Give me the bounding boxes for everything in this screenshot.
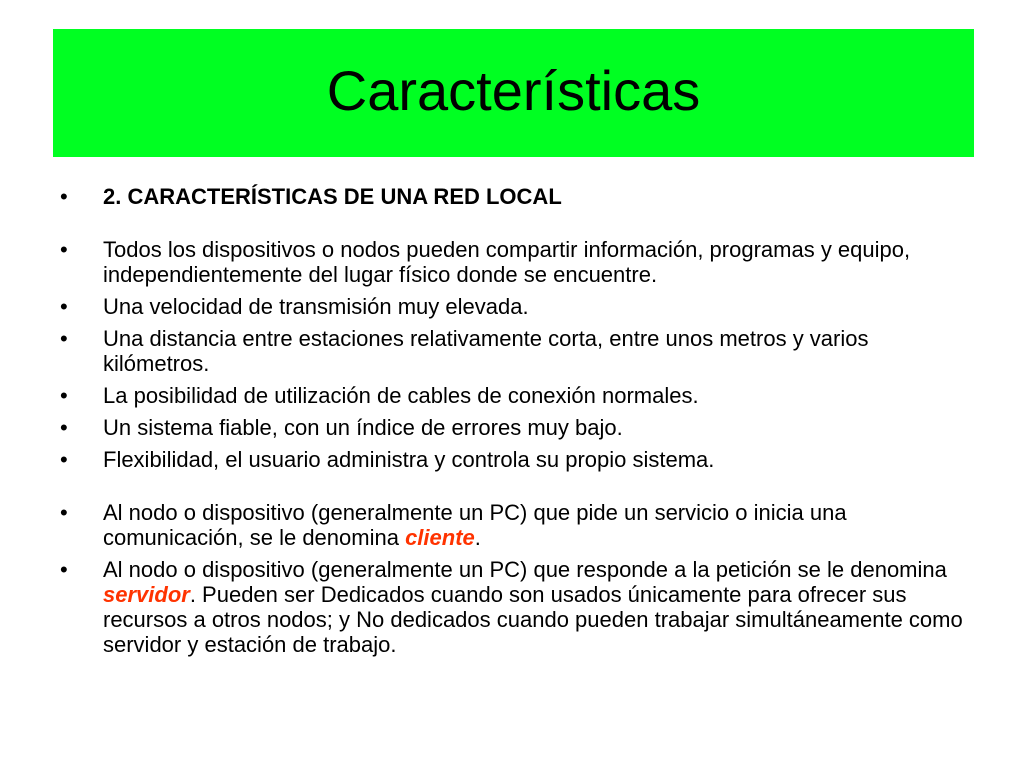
bullet-item-servidor xyxy=(60,557,975,657)
bullet-text-before: Al nodo o dispositivo (generalmente un PC) que responde a la petición se le denomina xyxy=(103,557,947,582)
bullet-text: Flexibilidad, el usuario administra y controla su propio sistema. xyxy=(103,447,715,472)
bullet-text: La posibilidad de utilización de cables de conexión normales. xyxy=(103,383,699,408)
bullet-item xyxy=(60,415,975,440)
bullet-text: Una velocidad de transmisión muy elevada. xyxy=(103,294,529,319)
bullet-item-cliente xyxy=(60,500,975,550)
bullet-text-before: Al nodo o dispositivo (generalmente un PC) que pide un servicio o inicia una comunicación, se le denomina xyxy=(103,500,847,550)
bullet-list xyxy=(60,184,975,664)
bullet-text xyxy=(103,557,963,657)
bullet-dot-icon: • xyxy=(60,415,68,440)
bullet-item xyxy=(60,447,975,472)
bullet-item-heading xyxy=(60,184,975,209)
bullet-dot-icon: • xyxy=(60,237,68,262)
bullet-text-after: . xyxy=(474,525,481,550)
slide-title: Características xyxy=(326,59,701,122)
bullet-dot-icon: • xyxy=(60,326,68,351)
bullet-text: Un sistema fiable, con un índice de errores muy bajo. xyxy=(103,415,623,440)
highlight-term-servidor: servidor xyxy=(103,582,190,607)
bullet-dot-icon: • xyxy=(60,184,68,209)
bullet-dot-icon: • xyxy=(60,500,68,525)
bullet-text-after: . Pueden ser Dedicados cuando son usados únicamente para ofrecer sus recursos a otros nodos; y No dedicados cuando pueden trabajar simultáneamente como servidor y estación de trabajo. xyxy=(103,582,963,657)
bullet-heading-text: 2. CARACTERÍSTICAS DE UNA RED LOCAL xyxy=(103,184,562,209)
bullet-text: Una distancia entre estaciones relativamente corta, entre unos metros y varios kilómetros. xyxy=(103,326,869,376)
bullet-item xyxy=(60,383,975,408)
bullet-dot-icon: • xyxy=(60,383,68,408)
bullet-text xyxy=(103,500,847,550)
highlight-term-cliente: cliente xyxy=(405,525,475,550)
bullet-item xyxy=(60,326,975,376)
bullet-text: Todos los dispositivos o nodos pueden compartir información, programas y equipo, independientemente del lugar físico donde se encuentre. xyxy=(103,237,911,287)
bullet-item xyxy=(60,294,975,319)
bullet-item xyxy=(60,237,975,287)
bullet-dot-icon: • xyxy=(60,294,68,319)
title-banner xyxy=(53,29,974,157)
bullet-dot-icon: • xyxy=(60,447,68,472)
bullet-dot-icon: • xyxy=(60,557,68,582)
